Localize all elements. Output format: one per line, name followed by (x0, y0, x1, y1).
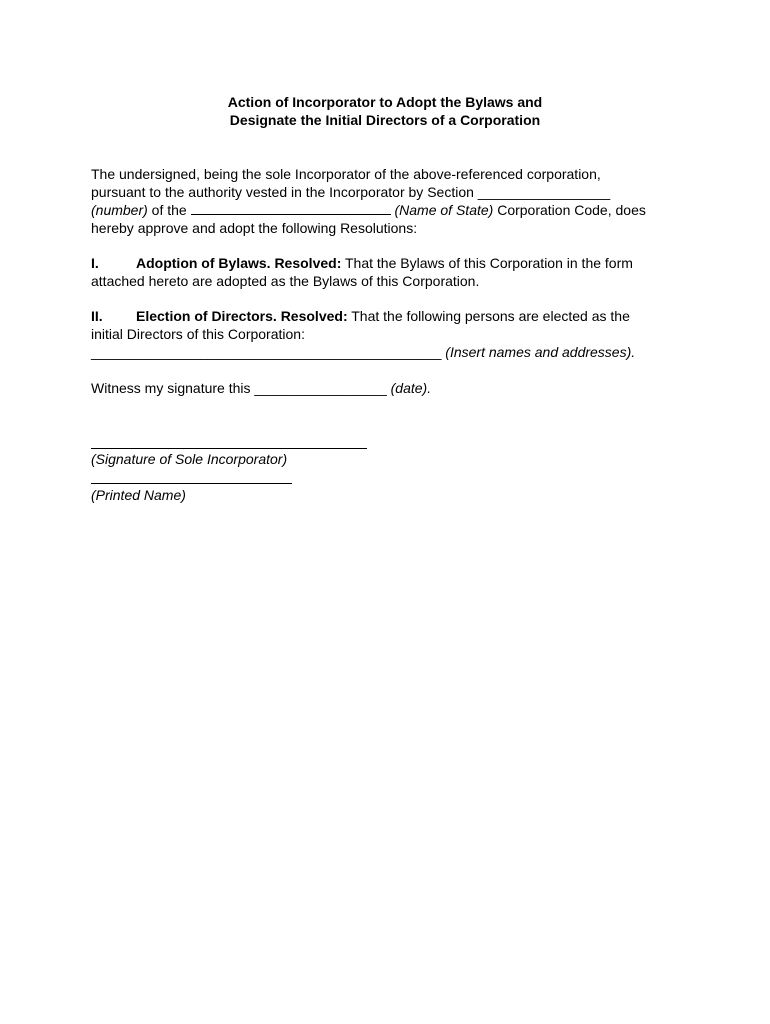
signature-rule (91, 448, 367, 449)
witness-text: Witness my signature this _________________ (91, 380, 391, 396)
section-adoption-of-bylaws (91, 254, 691, 290)
directors-blank: _____________________________________________ (91, 344, 442, 360)
intro-paragraph (91, 165, 691, 237)
date-hint: (date). (390, 380, 432, 396)
document-title (0, 93, 770, 129)
section1-text-1: That the Bylaws of this Corporation in the form (341, 255, 633, 271)
printed-name-rule (91, 483, 292, 484)
section2-text-1: That the following persons are elected as the (347, 308, 630, 324)
printed-name-label: (Printed Name) (91, 487, 186, 503)
section1-text-2: attached hereto are adopted as the Bylaws of this Corporation. (91, 273, 480, 289)
signature-label: (Signature of Sole Incorporator) (91, 451, 288, 467)
directors-blank-line (91, 343, 691, 361)
section-election-of-directors (91, 307, 691, 361)
intro-line-3 (91, 201, 691, 219)
section2-text-2: initial Directors of this Corporation: (91, 326, 305, 342)
title-line-2: Designate the Initial Directors of a Corporation (229, 112, 541, 128)
intro-line-4: hereby approve and adopt the following Resolutions: (91, 220, 418, 236)
intro-line-2: pursuant to the authority vested in the Incorporator by Section _________________ (91, 184, 611, 200)
intro-line-1: The undersigned, being the sole Incorporator of the above-referenced corporation, (91, 166, 601, 182)
state-name-blank (191, 201, 391, 215)
witness-line (91, 379, 691, 397)
corporation-code-text: Corporation Code, does (493, 202, 646, 218)
section1-line-1 (91, 254, 691, 272)
section2-line-1 (91, 307, 691, 325)
section2-number: II. (91, 308, 103, 324)
section1-number: I. (91, 255, 99, 271)
of-the-text: of the (147, 202, 191, 218)
section1-heading: Adoption of Bylaws. Resolved: (136, 255, 342, 271)
section2-heading: Election of Directors. Resolved: (136, 308, 348, 324)
title-line-1: Action of Incorporator to Adopt the Bylaws and (227, 94, 543, 110)
directors-blank-hint: (Insert names and addresses). (441, 344, 636, 360)
state-name-hint: (Name of State) (390, 202, 494, 218)
number-hint: (number) (91, 202, 148, 218)
